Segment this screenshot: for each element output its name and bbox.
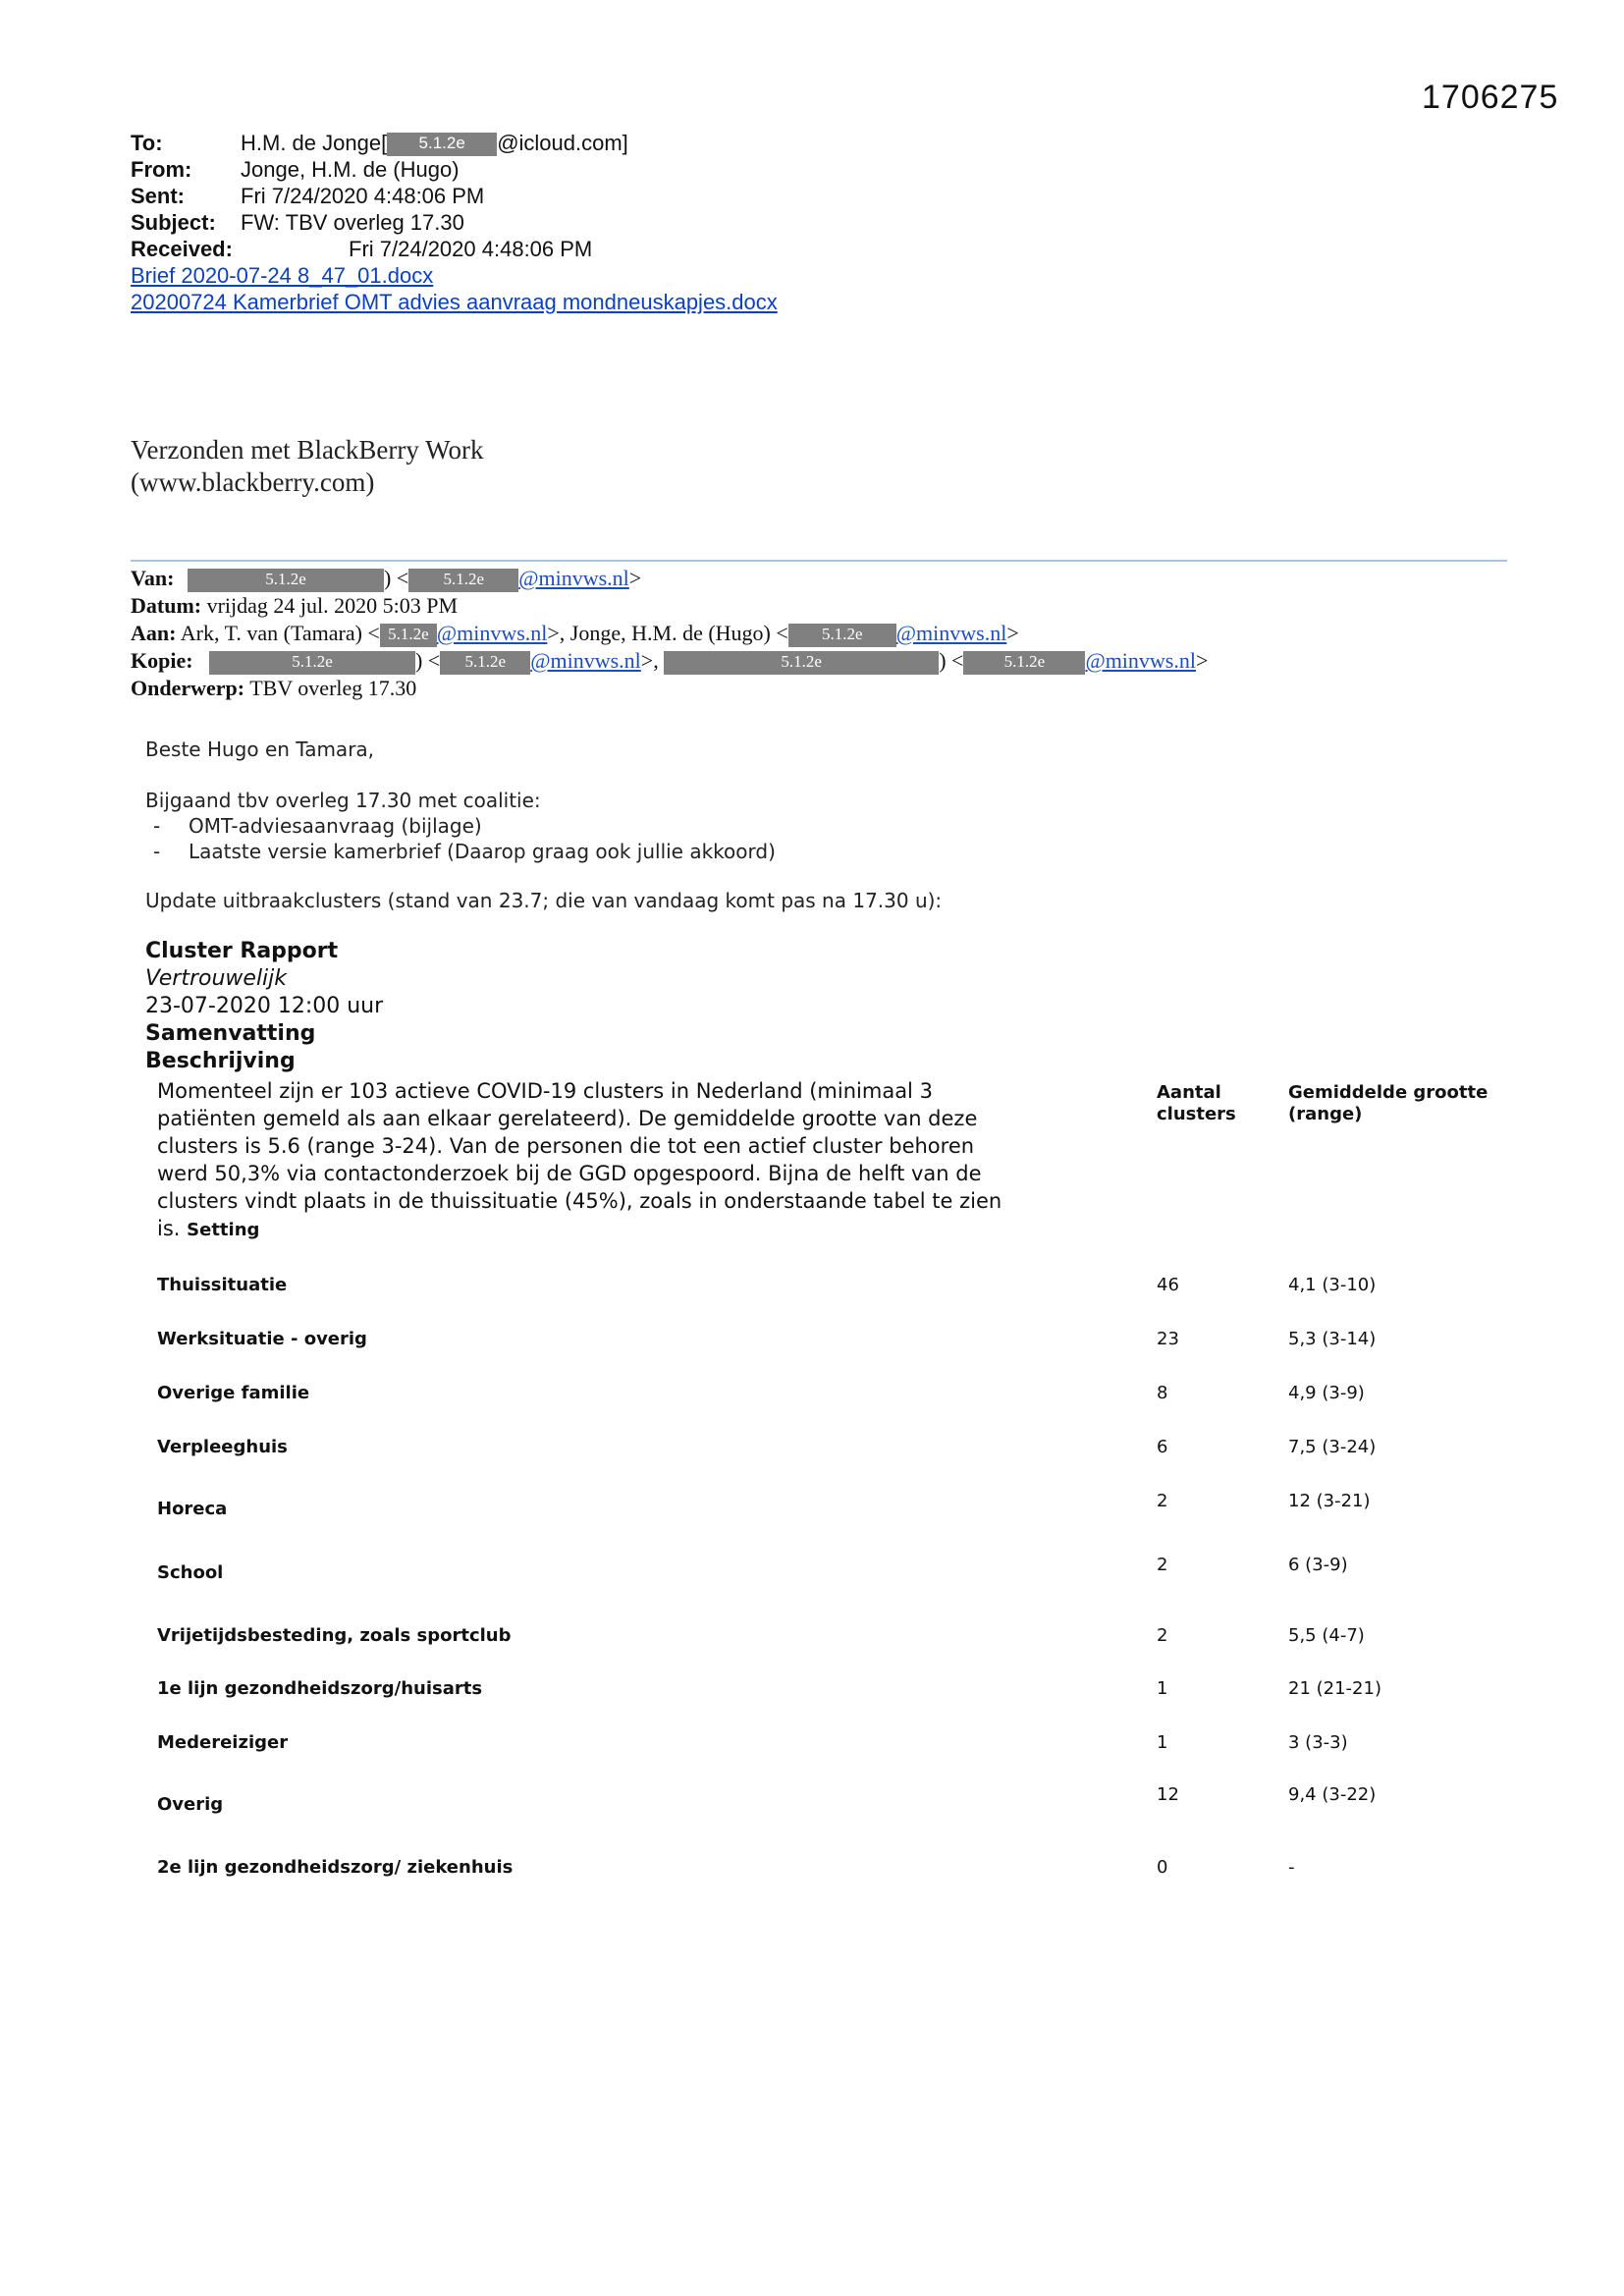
aan-domain-2[interactable]: @minvws.nl	[895, 621, 1007, 645]
size-column-header	[1288, 1082, 1488, 1125]
attachment-list	[145, 813, 942, 864]
onderwerp-value: TBV overleg 17.30	[249, 676, 417, 700]
setting-column-header: Setting	[187, 1220, 260, 1240]
table-cell-size: 5,3 (3-14)	[1288, 1329, 1377, 1349]
table-cell-setting: Medereiziger	[157, 1732, 289, 1753]
list-item: - Laatste versie kamerbrief (Daarop graag ook jullie akkoord)	[145, 839, 942, 864]
report-description	[157, 1077, 1139, 1244]
aan-label: Aan:	[131, 621, 177, 645]
to-redaction: 5.1.2e	[387, 133, 497, 156]
to-name: H.M. de Jonge[	[241, 131, 388, 155]
van-redaction-1: 5.1.2e	[188, 569, 384, 592]
subject-value: FW: TBV overleg 17.30	[241, 210, 464, 235]
table-cell-setting: Overige familie	[157, 1383, 310, 1403]
description-line: patiënten gemeld als aan elkaar gerelateerd). De gemiddelde grootte van deze	[157, 1107, 978, 1130]
van-end: >	[628, 566, 642, 590]
aan-domain-1[interactable]: @minvws.nl	[436, 621, 548, 645]
table-cell-size: 9,4 (3-22)	[1288, 1784, 1377, 1805]
datum-label: Datum:	[131, 593, 202, 618]
spacer	[145, 864, 942, 888]
onderwerp-row	[131, 675, 1208, 702]
to-row	[131, 130, 778, 156]
table-cell-setting: Thuissituatie	[157, 1275, 288, 1295]
kopie-end: >	[1195, 648, 1209, 673]
table-cell-size: 4,9 (3-9)	[1288, 1383, 1365, 1403]
email-header	[131, 130, 778, 315]
table-cell-setting: 1e lijn gezondheidszorg/huisarts	[157, 1678, 483, 1699]
to-label: To:	[131, 131, 163, 155]
kopie-domain-1[interactable]: @minvws.nl	[530, 648, 641, 673]
table-cell-size: 12 (3-21)	[1288, 1491, 1371, 1511]
received-row	[131, 236, 778, 262]
kopie-redaction-1: 5.1.2e	[209, 651, 415, 675]
subject-row	[131, 209, 778, 236]
kopie-redaction-4: 5.1.2e	[963, 651, 1085, 675]
aan-redaction-1: 5.1.2e	[380, 624, 437, 647]
description-line: clusters vindt plaats in de thuissituatie (45%), zoals in onderstaande tabel te zien	[157, 1189, 1002, 1213]
aan-row	[131, 620, 1208, 647]
aan-redaction-2: 5.1.2e	[788, 624, 896, 647]
sent-row	[131, 183, 778, 209]
table-cell-setting: Vrijetijdsbesteding, zoals sportclub	[157, 1625, 512, 1646]
table-cell-count: 2	[1157, 1625, 1168, 1646]
attachment-link-1[interactable]	[131, 262, 778, 289]
subject-label: Subject:	[131, 210, 216, 235]
table-cell-count: 46	[1157, 1275, 1179, 1295]
from-row	[131, 156, 778, 183]
greeting: Beste Hugo en Tamara,	[145, 738, 375, 761]
table-cell-size: 5,5 (4-7)	[1288, 1625, 1365, 1646]
count-column-header	[1157, 1082, 1236, 1125]
cluster-report-header	[145, 938, 383, 1075]
kopie-redaction-3: 5.1.2e	[664, 651, 939, 675]
document-id: 1706275	[1422, 79, 1559, 116]
description-line: werd 50,3% via contactonderzoek bij de GGD opgespoord. Bijna de helft van de	[157, 1162, 982, 1185]
separator-line	[131, 560, 1507, 562]
table-cell-count: 12	[1157, 1784, 1179, 1805]
table-cell-setting: Verpleeghuis	[157, 1437, 288, 1457]
table-cell-size: 21 (21-21)	[1288, 1678, 1381, 1699]
count-header-line-1: Aantal	[1157, 1082, 1221, 1103]
table-cell-count: 6	[1157, 1437, 1168, 1457]
kopie-row	[131, 647, 1208, 675]
sent-label: Sent:	[131, 184, 185, 208]
kopie-separator-1: ) <	[415, 648, 441, 673]
to-domain: @icloud.com]	[497, 131, 628, 155]
from-label: From:	[131, 157, 192, 182]
aan-name-1: Ark, T. van (Tamara) <	[180, 621, 380, 645]
received-value: Fri 7/24/2020 4:48:06 PM	[349, 237, 593, 261]
update-line: Update uitbraakclusters (stand van 23.7; die van vandaag komt pas na 17.30 u):	[145, 889, 943, 912]
table-cell-setting: 2e lijn gezondheidszorg/ ziekenhuis	[157, 1857, 514, 1878]
table-cell-setting: Overig	[157, 1794, 224, 1815]
attachment-2-label[interactable]: 20200724 Kamerbrief OMT advies aanvraag mondneuskapjes.docx	[131, 290, 778, 314]
van-domain[interactable]: @minvws.nl	[518, 566, 629, 590]
kopie-label: Kopie:	[131, 648, 193, 673]
spacer	[145, 762, 942, 788]
aan-end: >	[1006, 621, 1019, 645]
summary-heading: Samenvatting	[145, 1021, 316, 1046]
kopie-middle: >,	[640, 648, 659, 673]
from-value: Jonge, H.M. de (Hugo)	[241, 157, 460, 182]
table-cell-count: 8	[1157, 1383, 1168, 1403]
blackberry-signature	[131, 434, 483, 499]
sent-value: Fri 7/24/2020 4:48:06 PM	[241, 184, 485, 208]
table-cell-setting: Werksituatie - overig	[157, 1329, 367, 1349]
attachment-link-2[interactable]	[131, 289, 778, 315]
datum-row	[131, 592, 1208, 620]
report-confidential: Vertrouwelijk	[145, 966, 288, 991]
table-cell-setting: Horeca	[157, 1499, 228, 1519]
list-item: - OMT-adviesaanvraag (bijlage)	[145, 813, 942, 839]
blackberry-line-1: Verzonden met BlackBerry Work	[131, 435, 484, 465]
datum-value: vrijdag 24 jul. 2020 5:03 PM	[206, 593, 459, 618]
van-row	[131, 565, 1208, 592]
intro-line: Bijgaand tbv overleg 17.30 met coalitie:	[145, 789, 541, 812]
size-header-line-1: Gemiddelde grootte	[1288, 1082, 1489, 1103]
message-body	[145, 737, 942, 913]
received-label: Received:	[131, 237, 233, 261]
table-cell-size: 3 (3-3)	[1288, 1732, 1348, 1753]
report-title: Cluster Rapport	[145, 939, 339, 963]
description-line: clusters is 5.6 (range 3-24). Van de personen die tot een actief cluster behoren	[157, 1134, 975, 1158]
table-cell-count: 2	[1157, 1491, 1168, 1511]
kopie-redaction-2: 5.1.2e	[440, 651, 530, 675]
table-cell-count: 23	[1157, 1329, 1179, 1349]
description-line: Momenteel zijn er 103 actieve COVID-19 clusters in Nederland (minimaal 3	[157, 1079, 933, 1103]
table-cell-count: 0	[1157, 1857, 1168, 1878]
description-last: is.	[157, 1217, 181, 1240]
description-heading: Beschrijving	[145, 1049, 296, 1073]
table-cell-size: 4,1 (3-10)	[1288, 1275, 1377, 1295]
table-cell-setting: School	[157, 1562, 224, 1583]
report-datetime: 23-07-2020 12:00 uur	[145, 994, 384, 1018]
blackberry-line-2: (www.blackberry.com)	[131, 467, 375, 497]
table-cell-count: 1	[1157, 1732, 1168, 1753]
table-cell-count: 2	[1157, 1555, 1168, 1575]
kopie-domain-2[interactable]: @minvws.nl	[1085, 648, 1196, 673]
count-header-line-2: clusters	[1157, 1104, 1236, 1124]
attachment-1-label[interactable]: Brief 2020-07-24 8_47_01.docx	[131, 263, 434, 288]
van-separator: ) <	[384, 566, 409, 590]
size-header-line-2: (range)	[1288, 1104, 1363, 1124]
onderwerp-label: Onderwerp:	[131, 676, 245, 700]
table-cell-size: 6 (3-9)	[1288, 1555, 1348, 1575]
table-cell-size: 7,5 (3-24)	[1288, 1437, 1377, 1457]
table-cell-count: 1	[1157, 1678, 1168, 1699]
kopie-separator-2: ) <	[939, 648, 964, 673]
van-label: Van:	[131, 566, 175, 590]
van-redaction-2: 5.1.2e	[408, 569, 518, 592]
forwarded-header	[131, 565, 1208, 702]
aan-middle: >, Jonge, H.M. de (Hugo) <	[547, 621, 788, 645]
table-cell-size: -	[1288, 1857, 1295, 1878]
